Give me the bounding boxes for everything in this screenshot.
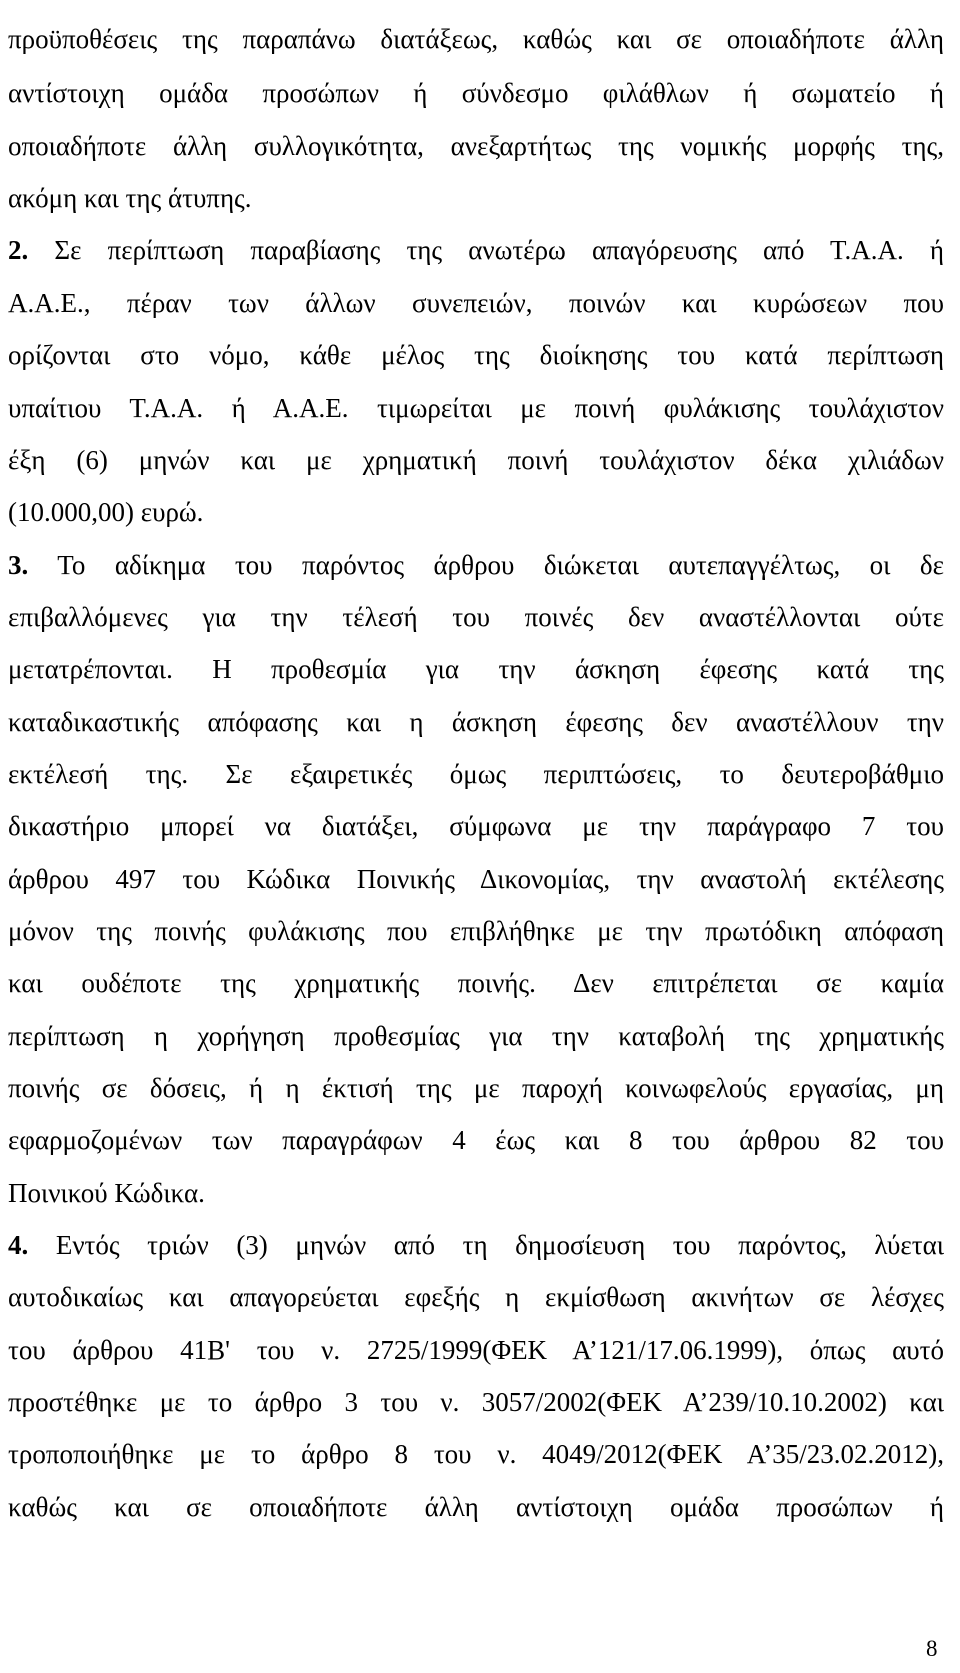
text-line [8, 233, 944, 267]
text-line [8, 757, 944, 791]
line-text: προϋποθέσεις της παραπάνω διατάξεως, καθώς και σε οποιαδήποτε άλλη [8, 24, 944, 54]
text-line [8, 652, 944, 686]
line-text: υπαίτιου Τ.Α.Α. ή Α.Α.Ε. τιμωρείται με ποινή φυλάκισης τουλάχιστον [8, 393, 944, 423]
text-line [8, 1071, 944, 1105]
line-text: καθώς και σε οποιαδήποτε άλλη αντίστοιχη ομάδα προσώπων ή [8, 1492, 944, 1522]
line-text: τροποποιήθηκε με το άρθρο 8 του ν. 4049/2012(ΦΕΚ Α’35/23.02.2012), [8, 1439, 944, 1469]
line-text: Το αδίκημα του παρόντος άρθρου διώκεται αυτεπαγγέλτως, οι δε [28, 550, 944, 580]
line-text: μετατρέπονται. Η προθεσμία για την άσκηση έφεσης κατά της [8, 654, 944, 684]
text-line [8, 862, 944, 896]
line-text: έξη (6) μηνών και με χρηματική ποινή τουλάχιστον δέκα χιλιάδων [8, 445, 944, 475]
paragraph-number: 2. [8, 235, 29, 265]
text-line [8, 1280, 944, 1314]
text-line [8, 76, 944, 110]
line-text: Εντός τριών (3) μηνών από τη δημοσίευση του παρόντος, λύεται [28, 1230, 944, 1260]
paragraph-number: 3. [8, 550, 29, 580]
line-text: οποιαδήποτε άλλη συλλογικότητα, ανεξαρτήτως της νομικής μορφής της, [8, 131, 944, 161]
line-text: Σε περίπτωση παραβίασης της ανωτέρω απαγόρευσης από Τ.Α.Α. ή [28, 235, 944, 265]
text-line [8, 1019, 944, 1053]
text-line [8, 22, 944, 56]
line-text: επιβαλλόμενες για την τέλεσή του ποινές δεν αναστέλλονται ούτε [8, 602, 944, 632]
text-line [8, 1333, 944, 1367]
text-line [8, 705, 944, 739]
line-text: Α.Α.Ε., πέραν των άλλων συνεπειών, ποινών και κυρώσεων που [8, 288, 944, 318]
line-text: εκτέλεσή της. Σε εξαιρετικές όμως περιπτώσεις, το δευτεροβάθμιο [8, 759, 944, 789]
line-text: δικαστήριο μπορεί να διατάξει, σύμφωνα με την παράγραφο 7 του [8, 811, 944, 841]
line-text: αυτοδικαίως και απαγορεύεται εφεξής η εκμίσθωση ακινήτων σε λέσχες [8, 1282, 944, 1312]
text-line [8, 1176, 944, 1210]
text-line [8, 914, 944, 948]
text-line [8, 966, 944, 1000]
line-text: μόνον της ποινής φυλάκισης που επιβλήθηκε με την πρωτόδικη απόφαση [8, 916, 944, 946]
text-line [8, 1228, 944, 1262]
line-text: άρθρου 497 του Κώδικα Ποινικής Δικονομίας, την αναστολή εκτέλεσης [8, 864, 944, 894]
text-line [8, 338, 944, 372]
line-text: Ποινικού Κώδικα. [8, 1178, 205, 1208]
text-line [8, 286, 944, 320]
line-text: ορίζονται στο νόμο, κάθε μέλος της διοίκησης του κατά περίπτωση [8, 340, 944, 370]
text-line [8, 600, 944, 634]
text-line [8, 809, 944, 843]
text-line [8, 495, 944, 529]
line-text: προστέθηκε με το άρθρο 3 του ν. 3057/2002(ΦΕΚ Α’239/10.10.2002) και [8, 1387, 944, 1417]
text-line [8, 1385, 944, 1419]
line-text: αντίστοιχη ομάδα προσώπων ή σύνδεσμο φιλάθλων ή σωματείο ή [8, 78, 944, 108]
line-text: ακόμη και της άτυπης. [8, 183, 252, 213]
page-number: 8 [926, 1636, 938, 1661]
paragraph-number: 4. [8, 1230, 29, 1260]
text-line [8, 1123, 944, 1157]
line-text: ποινής σε δόσεις, ή η έκτισή της με παροχή κοινωφελούς εργασίας, μη [8, 1073, 944, 1103]
text-line [8, 1490, 944, 1524]
text-line [8, 129, 944, 163]
line-text: του άρθρου 41Β' του ν. 2725/1999(ΦΕΚ Α’121/17.06.1999), όπως αυτό [8, 1335, 944, 1365]
text-line [8, 443, 944, 477]
text-line [8, 548, 944, 582]
text-line [8, 181, 944, 215]
line-text: (10.000,00) ευρώ. [8, 497, 204, 527]
line-text: περίπτωση η χορήγηση προθεσμίας για την καταβολή της χρηματικής [8, 1021, 944, 1051]
line-text: εφαρμοζομένων των παραγράφων 4 έως και 8 του άρθρου 82 του [8, 1125, 944, 1155]
line-text: καταδικαστικής απόφασης και η άσκηση έφεσης δεν αναστέλλουν την [8, 707, 944, 737]
text-line [8, 1437, 944, 1471]
line-text: και ουδέποτε της χρηματικής ποινής. Δεν επιτρέπεται σε καμία [8, 968, 944, 998]
text-line [8, 391, 944, 425]
